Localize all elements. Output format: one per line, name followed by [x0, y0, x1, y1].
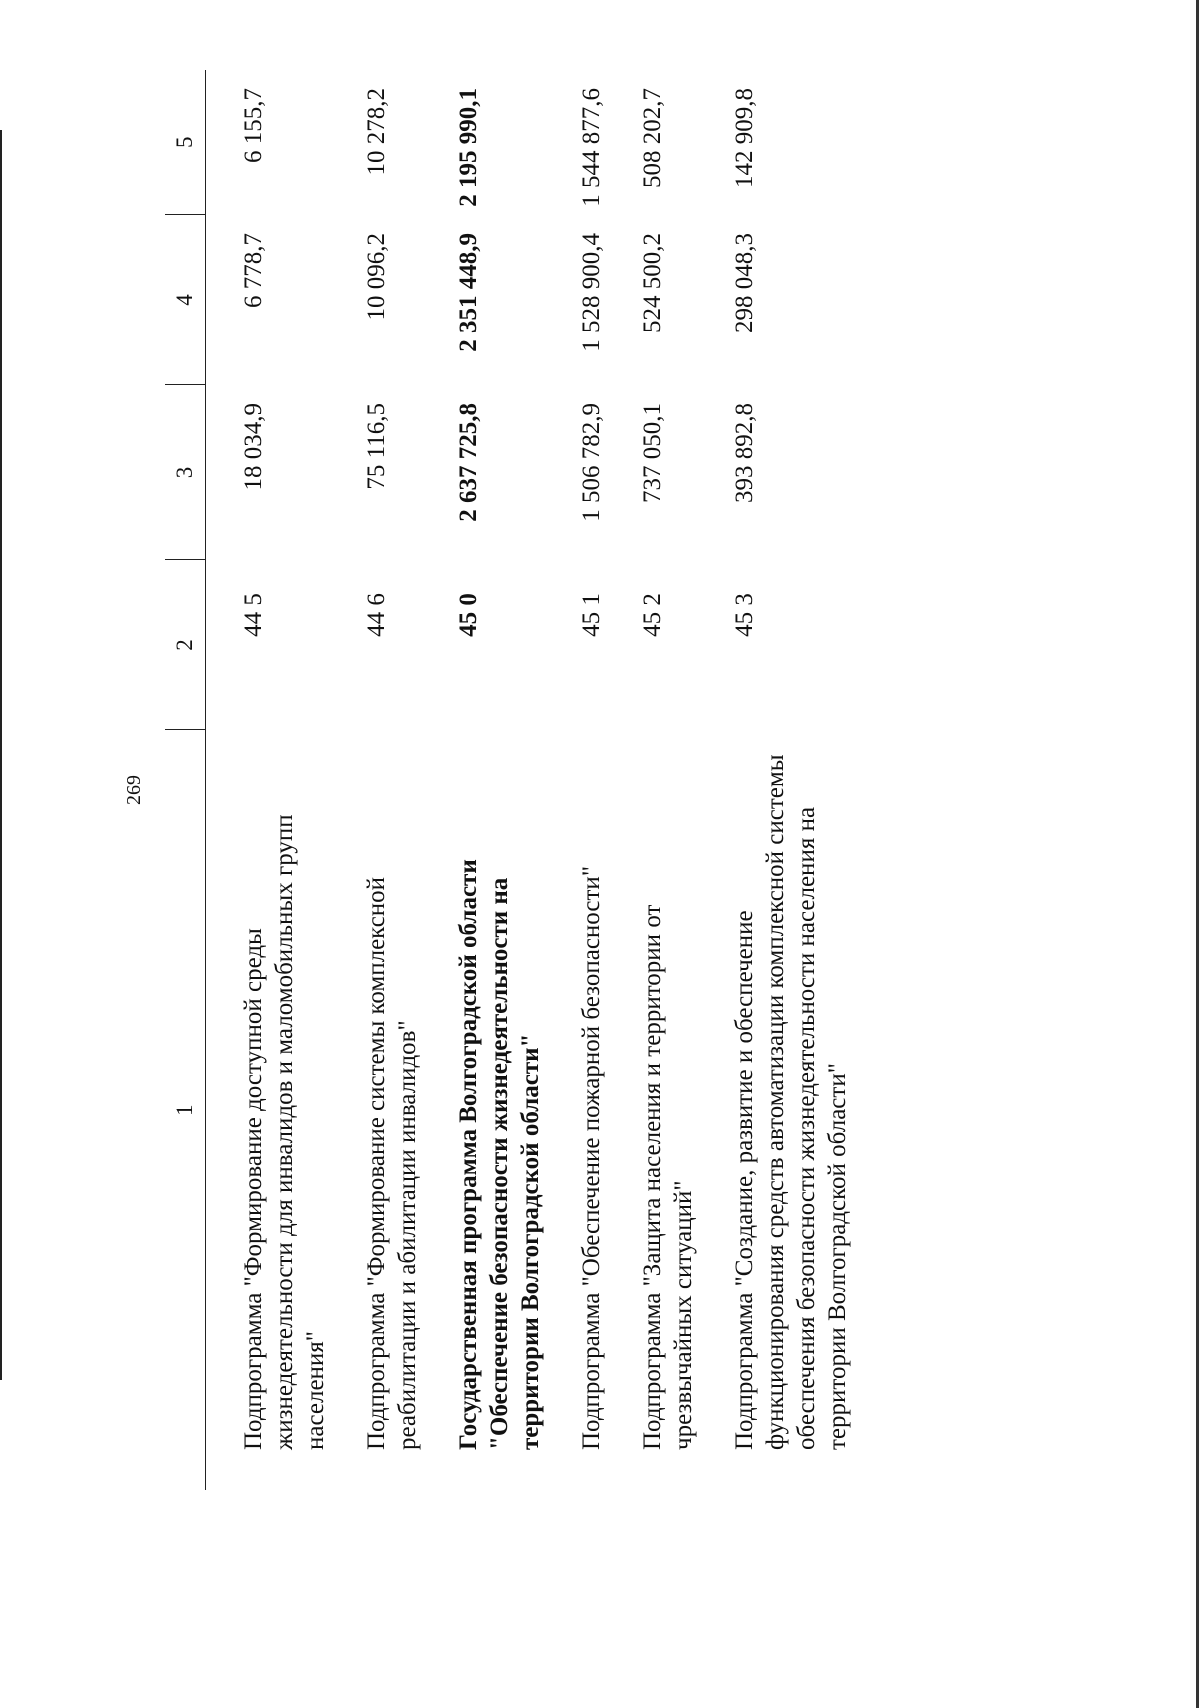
program-name: Подпрограмма "Создание, развитие и обеспечение функционирования средств автоматизации комплексной системы обеспечения безопасности жизнедеятельности населения на территории Волгоградской области"	[731, 754, 851, 1450]
program-code: 44 5	[240, 593, 267, 637]
value-col-4: 6 778,7	[240, 233, 267, 308]
scan-edge-right	[1196, 0, 1199, 1708]
header-col-3: 3	[165, 385, 206, 560]
page-number: 269	[123, 775, 145, 805]
value-col-4: 10 096,2	[363, 233, 390, 321]
value-col-5: 508 202,7	[639, 88, 666, 188]
value-col-3: 75 116,5	[363, 403, 390, 490]
program-code: 45 1	[578, 593, 605, 637]
table-row	[729, 70, 883, 1490]
value-col-5: 6 155,7	[240, 88, 267, 163]
program-code: 45 3	[731, 593, 758, 637]
value-col-4: 298 048,3	[731, 233, 758, 333]
header-col-2: 2	[165, 560, 206, 730]
table-row	[361, 70, 453, 1490]
value-col-5: 1 544 877,6	[578, 88, 605, 207]
program-name: Подпрограмма "Защита населения и территории от чрезвычайных ситуаций"	[639, 904, 697, 1450]
header-col-4: 4	[165, 215, 206, 385]
value-col-3: 737 050,1	[639, 403, 666, 503]
value-col-5: 142 909,8	[731, 88, 758, 188]
value-col-4: 1 528 900,4	[578, 233, 605, 352]
program-code: 44 6	[363, 593, 390, 637]
table-row	[206, 70, 362, 1490]
value-col-5: 2 195 990,1	[455, 88, 482, 207]
budget-table	[165, 70, 883, 1490]
scan-edge-left	[0, 130, 2, 1380]
value-col-3: 18 034,9	[240, 403, 267, 491]
header-col-1: 1	[165, 730, 206, 1490]
header-col-5: 5	[165, 70, 206, 215]
value-col-4: 524 500,2	[639, 233, 666, 333]
program-code: 45 2	[639, 593, 666, 637]
program-name: Государственная программа Волгоградской области "Обеспечение безопасности жизнедеятельности на территории Волгоградской области"	[455, 859, 544, 1450]
value-col-3: 2 637 725,8	[455, 403, 482, 522]
value-col-5: 10 278,2	[363, 88, 390, 176]
program-name: Подпрограмма "Обеспечение пожарной безопасности"	[578, 865, 605, 1450]
program-code: 45 0	[455, 593, 482, 637]
value-col-3: 1 506 782,9	[578, 403, 605, 522]
value-col-3: 393 892,8	[731, 403, 758, 503]
rotated-page	[120, 60, 1020, 1600]
program-name: Подпрограмма "Формирование системы комплексной реабилитации и абилитации инвалидов"	[363, 876, 421, 1450]
table-header-row	[165, 70, 206, 1490]
table-row	[637, 70, 729, 1490]
table-row	[453, 70, 576, 1490]
program-name: Подпрограмма "Формирование доступной среды жизнедеятельности для инвалидов и маломобильных групп населения"	[240, 814, 329, 1450]
table-row	[576, 70, 637, 1490]
value-col-4: 2 351 448,9	[455, 233, 482, 352]
